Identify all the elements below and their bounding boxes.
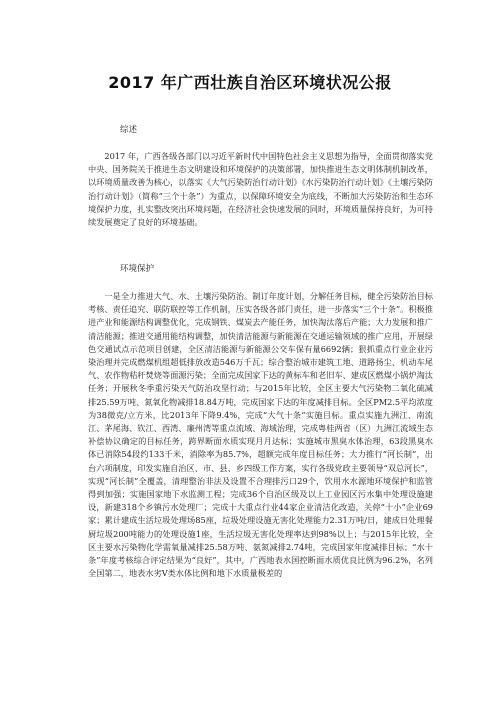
section-paragraph-overview: 2017 年，广西各级各部门以习近平新时代中国特色社会主义思想为指导，全面贯彻落实党中央、国务院关于推进生态文明建设和环境保护的决策部署，加快推进生态文明体制机制改革，以环境质量改善为核心，以落实《大气污染防治行动计划》《水污染防治行动计划》《土壤污染防治行动计划》（简称“三个十条”）为重点，以保障环境安全为底线，不断加大污染防治和生态环境保护力度，扎实整改突出环境问题，在经济社会快速发展的同时，环境质量保持良好，为可持续发展奠定了良好的环境基础。 — [88, 151, 433, 228]
section-heading-overview: 综述 — [120, 125, 138, 135]
section-heading-environmental-protection: 环境保护 — [120, 264, 155, 274]
section-paragraph-environmental-protection: 一是全力推进大气、水、土壤污染防治。制订年度计划，分解任务目标，健全污染防治目标考核、责任追究、联防联控等工作机制，压实各级各部门责任，进一步落实“三个十条”。积极推进产业和能源结构调整优化，完成钢铁、煤炭去产能任务，加快淘汰落后产能；大力发展和推广清洁能源；推进交通用能结构调整，加快清洁能源与新能源在交通运输领域的推广应用，开展绿色交通试点示范项目创建，全区清洁能源与新能源公交车保有量6692辆；狠抓重点行业企业污染治理并完成燃煤机组超低排放改造546万千瓦；综合整治城市建筑工地、道路扬尘、机动车尾气、农作物秸秆焚烧等面源污染；全面完成国家下达的黄标车和老旧车、建成区燃煤小锅炉淘汰任务；开展秋冬季重污染天气防治攻坚行动；与2015年比较，全区主要大气污染物二氧化硫减排25.59万吨、氮氧化物减排18.84万吨，完成国家下达的年度减排目标。全区PM2.5平均浓度为38微克/立方米，比2013年下降9.4%，完成“大气十条”实施目标。重点实施九洲江、南流江、茅尾海、钦江、西湾、廉州湾等重点流域、海域治理，完成粤桂两省（区）九洲江流域生态补偿协议确定的目标任务，跨界断面水质实现月月达标；实施城市黑臭水体治理，63段黑臭水体已消除54段约133千米，消除率为85.7%，超额完成年度目标任务；大力推行“河长制”，出台六项制度，印发实施自治区、市、县、乡四级工作方案，实行各级党政主要领导“双总河长”，实现“河长制”全覆盖，清理整治非法及设置不合理排污口29个，饮用水水源地环境保护和监管得到加强；实施国家地下水监测工程；完成36个自治区级及以上工业园区污水集中处理设施建设，新建318个乡镇污水处理厂；完成十大重点行业44家企业清洁化改造，关停“十小”企业69家；累计建成生活垃圾处理场85座，垃圾处理设施无害化处理能力2.31万吨/日，建成日处理餐厨垃圾200吨能力的处理设施1座，生活垃圾无害化处理率达到98%以上；与2015年比较，全区主要水污染物化学需氧量减排25.58万吨、氨氮减排2.74吨，完成国家年度减排目标；“水十条”年度考核综合评定结果为“良好”，其中，广西地表水国控断面水质优良比例为96.2%，名列全国第二，地表水劣Ⅴ类水体比例和地下水质量极差的 — [88, 291, 433, 579]
document-title: 2017 年广西壮族自治区环境状况公报 — [108, 73, 392, 92]
